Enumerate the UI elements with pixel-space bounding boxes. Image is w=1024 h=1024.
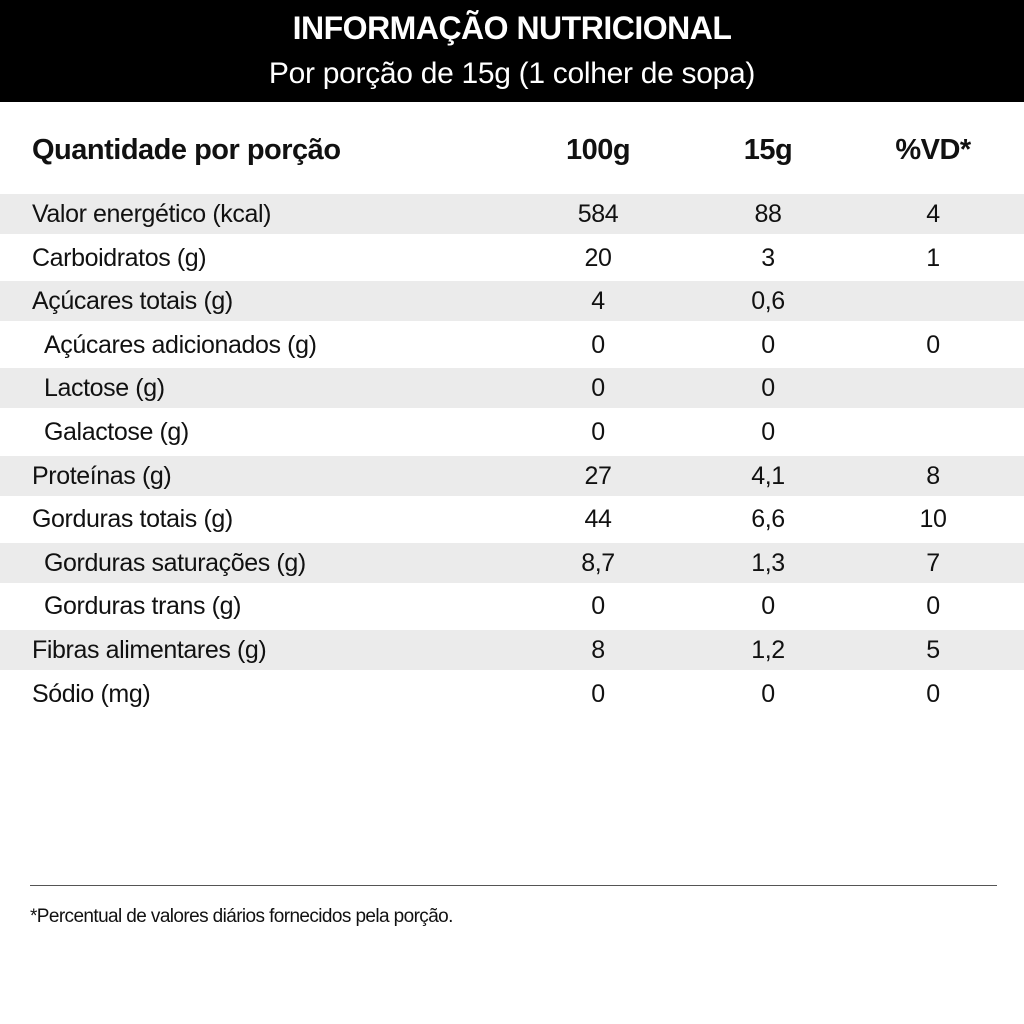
value-per-100g: 8 — [591, 635, 605, 664]
value-per-100g: 0 — [591, 330, 605, 359]
column-header-vd: %VD* — [895, 134, 971, 166]
table-row — [0, 194, 1024, 234]
table-row — [0, 630, 1024, 670]
column-header-15g: 15g — [743, 134, 793, 166]
table-row — [0, 456, 1024, 496]
nutrient-label: Açúcares adicionados (g) — [44, 330, 317, 359]
value-per-serving: 1,2 — [751, 635, 785, 664]
header-banner — [0, 0, 1024, 102]
value-per-serving: 0,6 — [751, 287, 785, 316]
column-header-quantity: Quantidade por porção — [32, 134, 341, 166]
table-row — [0, 543, 1024, 583]
value-per-100g: 0 — [591, 592, 605, 621]
value-per-serving: 0 — [761, 592, 775, 621]
value-per-serving: 0 — [761, 679, 775, 708]
value-per-serving: 88 — [754, 200, 782, 228]
value-daily-percent — [875, 281, 991, 321]
value-per-100g: 0 — [591, 374, 605, 403]
column-header-100g: 100g — [565, 134, 631, 166]
footnote-divider — [30, 885, 997, 886]
value-per-100g: 0 — [591, 417, 605, 446]
nutrient-label: Galactose (g) — [44, 417, 189, 446]
value-daily-percent — [875, 368, 991, 408]
value-per-serving: 4,1 — [751, 461, 785, 490]
value-per-100g: 27 — [584, 461, 612, 490]
nutrient-label: Carboidratos (g) — [32, 243, 207, 272]
value-per-serving: 0 — [761, 330, 775, 359]
value-daily-percent: 4 — [926, 200, 940, 228]
value-per-serving: 6,6 — [751, 505, 785, 534]
nutrient-label: Fibras alimentares (g) — [32, 635, 267, 664]
value-daily-percent: 7 — [926, 548, 940, 577]
table-row — [0, 238, 1024, 278]
nutrition-table-body — [0, 194, 1024, 717]
value-per-100g: 20 — [584, 243, 612, 272]
value-per-100g: 584 — [577, 200, 619, 228]
nutrient-label: Gorduras saturações (g) — [44, 548, 306, 577]
footnote: *Percentual de valores diários fornecidos pela porção. — [30, 906, 453, 927]
nutrient-label: Gorduras totais (g) — [32, 505, 233, 534]
table-row — [0, 368, 1024, 408]
table-row — [0, 674, 1024, 714]
value-daily-percent: 8 — [926, 461, 940, 490]
nutrient-label: Proteínas (g) — [32, 461, 172, 490]
table-row — [0, 412, 1024, 452]
table-row — [0, 281, 1024, 321]
value-daily-percent: 0 — [926, 679, 940, 708]
nutrient-label: Gorduras trans (g) — [44, 592, 242, 621]
page-title: INFORMAÇÃO NUTRICIONAL — [292, 10, 732, 46]
table-row — [0, 586, 1024, 626]
nutrient-label: Açúcares totais (g) — [32, 287, 233, 316]
value-per-100g: 0 — [591, 679, 605, 708]
value-per-100g: 44 — [584, 505, 612, 534]
value-daily-percent: 0 — [926, 592, 940, 621]
value-daily-percent: 1 — [926, 243, 940, 272]
value-per-100g: 4 — [591, 287, 605, 316]
value-per-serving: 0 — [761, 374, 775, 403]
value-per-serving: 3 — [761, 243, 775, 272]
value-per-serving: 1,3 — [751, 548, 785, 577]
value-daily-percent — [875, 412, 991, 452]
table-row — [0, 499, 1024, 539]
nutrient-label: Lactose (g) — [44, 374, 165, 403]
value-daily-percent: 5 — [926, 635, 940, 664]
table-row — [0, 325, 1024, 365]
value-per-100g: 8,7 — [581, 548, 615, 577]
value-daily-percent: 10 — [919, 505, 947, 534]
nutrient-label: Valor energético (kcal) — [32, 200, 272, 228]
value-daily-percent: 0 — [926, 330, 940, 359]
nutrient-label: Sódio (mg) — [32, 679, 151, 708]
value-per-serving: 0 — [761, 417, 775, 446]
serving-size-subtitle: Por porção de 15g (1 colher de sopa) — [268, 57, 756, 90]
